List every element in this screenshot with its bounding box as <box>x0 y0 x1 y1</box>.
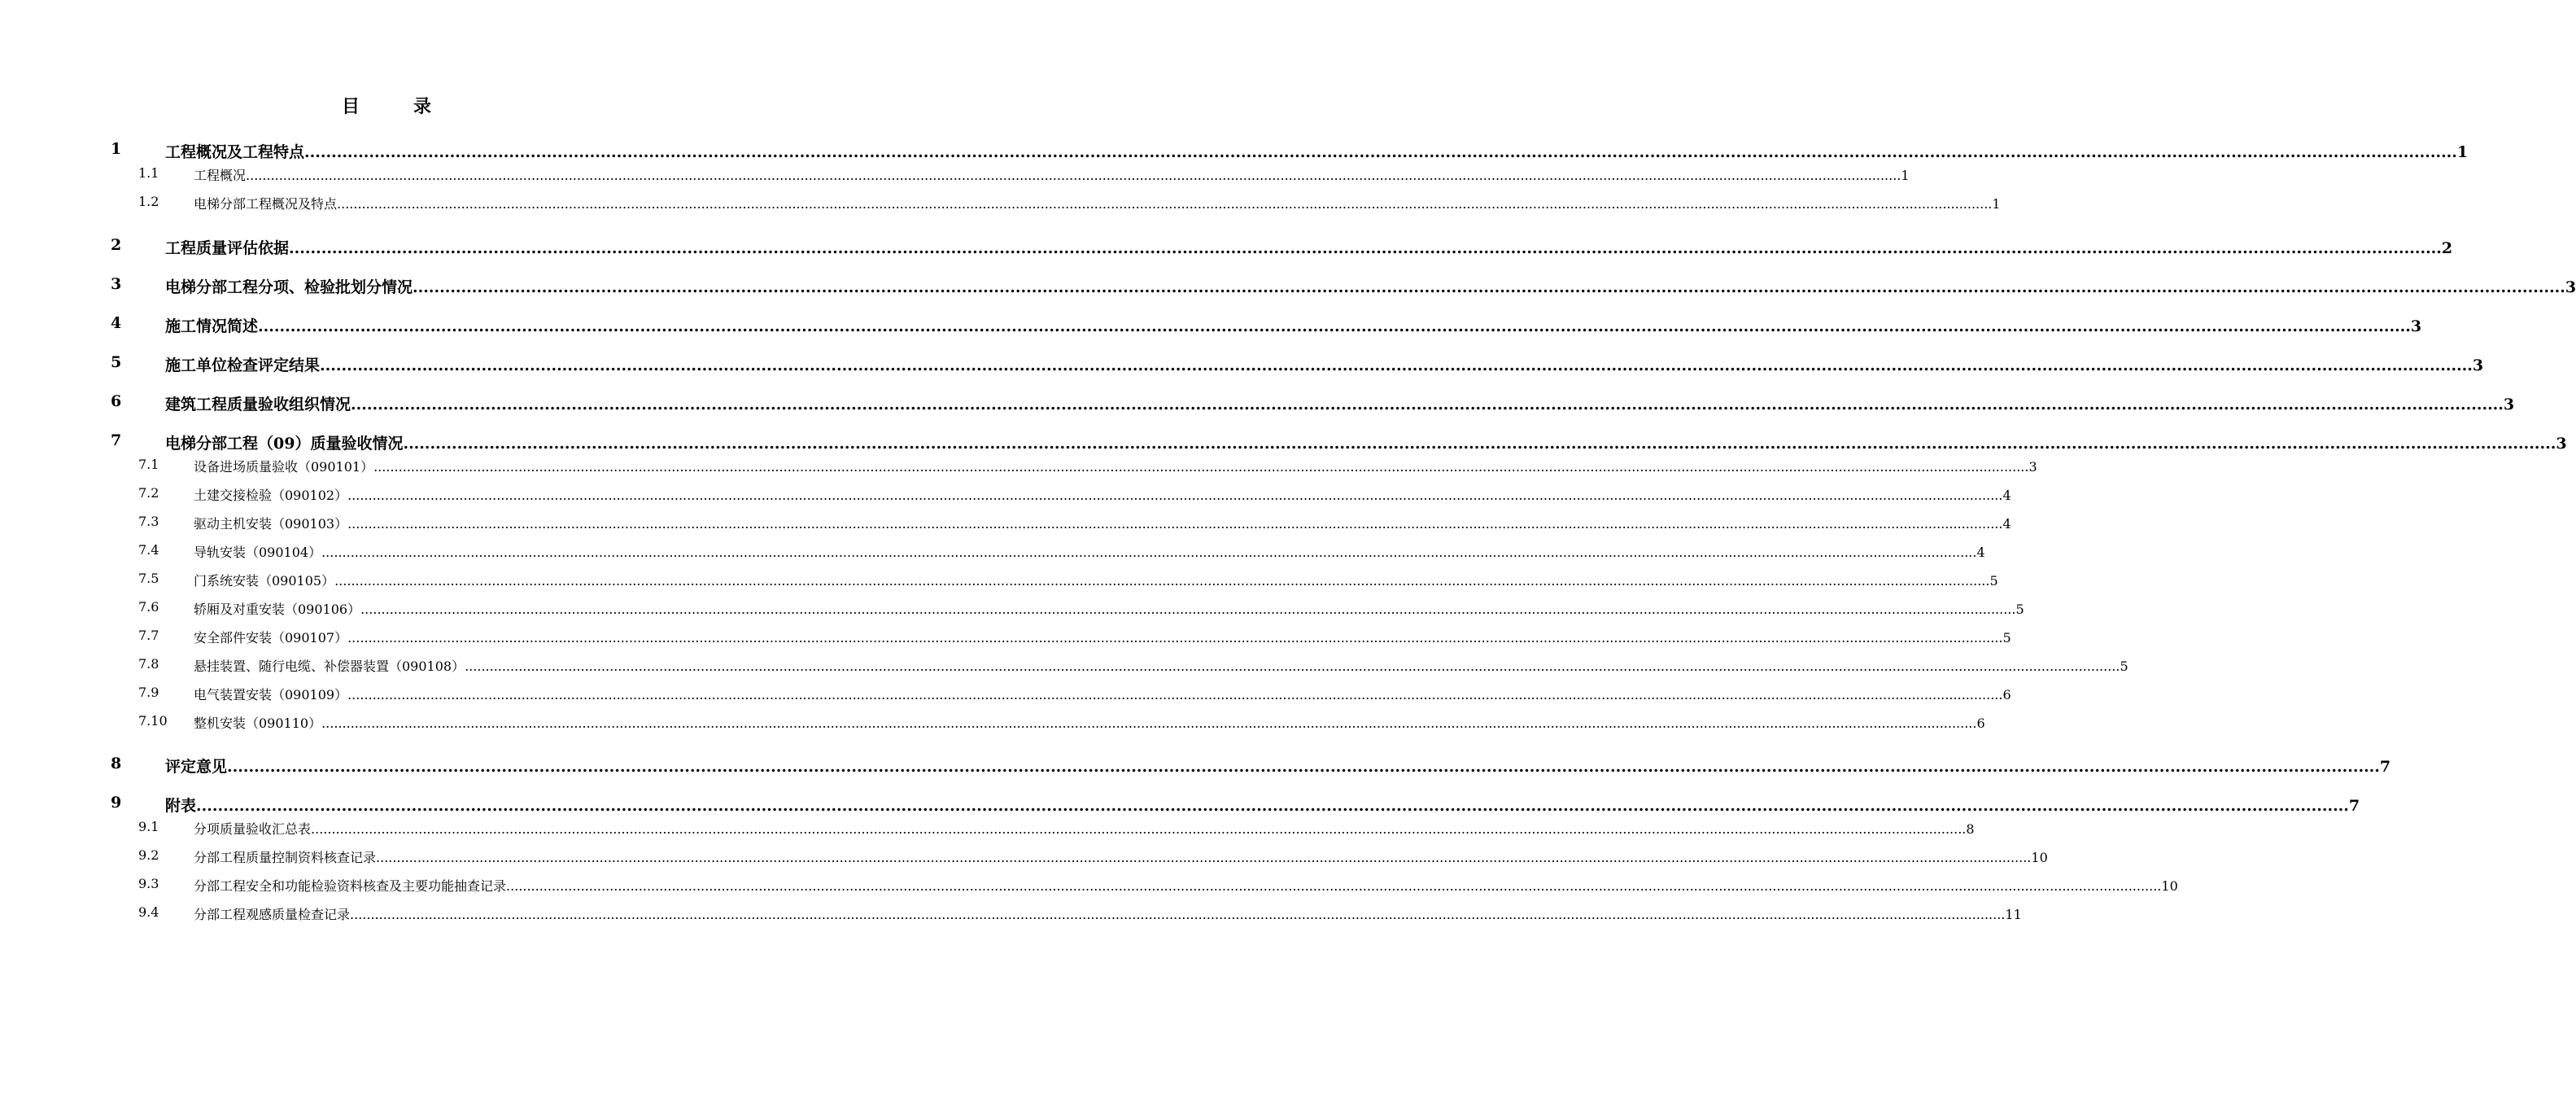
toc-leader-dots: ................................................................................................................................................................................................................................................................................................................................................................................................................ <box>373 459 2029 475</box>
toc-leader-dots: ................................................................................................................................................................................................................................................................................................................................................................................................................ <box>304 143 2457 161</box>
toc-leader-dots: ................................................................................................................................................................................................................................................................................................................................................................................................................ <box>351 396 2504 414</box>
toc-entry-text <box>194 713 1985 732</box>
toc-entry-page: 5 <box>2015 602 2024 617</box>
toc-entry[interactable] <box>0 794 2360 815</box>
toc-leader-dots: ................................................................................................................................................................................................................................................................................................................................................................................................................ <box>227 758 2380 776</box>
toc-subentry[interactable] <box>0 194 2001 212</box>
toc-entry-label: 导轨安装（090104） <box>194 545 322 560</box>
toc-entry-text <box>194 685 2011 703</box>
toc-entry-number: 2 <box>111 236 122 254</box>
toc-entry-number: 7.7 <box>138 628 159 643</box>
toc-entry-page: 7 <box>2348 797 2360 815</box>
toc-entry-text <box>165 236 2453 258</box>
toc-subentry[interactable] <box>0 628 2011 645</box>
toc-entry-label: 附表 <box>165 797 197 815</box>
toc-entry-page: 1 <box>1901 168 1910 183</box>
toc-entry-number: 9.2 <box>138 847 159 863</box>
toc-entry-number: 7.6 <box>138 599 159 615</box>
toc-entry-label: 工程质量评估依据 <box>165 239 290 257</box>
toc-leader-dots: ................................................................................................................................................................................................................................................................................................................................................................................................................ <box>403 435 2556 453</box>
toc-leader-dots: ................................................................................................................................................................................................................................................................................................................................................................................................................ <box>321 715 1977 731</box>
toc-leader-dots: ................................................................................................................................................................................................................................................................................................................................................................................................................ <box>246 168 1901 183</box>
toc-entry[interactable] <box>0 236 2453 257</box>
toc-entry-text <box>165 140 2469 162</box>
toc-entry-label: 电梯分部工程分项、检验批划分情况 <box>165 278 413 296</box>
toc-leader-dots: ................................................................................................................................................................................................................................................................................................................................................................................................................ <box>196 797 2349 815</box>
toc-subentry[interactable] <box>0 876 2178 894</box>
toc-entry-label: 安全部件安装（090107） <box>194 630 348 645</box>
toc-entry-text <box>165 353 2484 375</box>
toc-entry-label: 电梯分部工程概况及特点 <box>194 196 338 212</box>
toc-leader-dots: ................................................................................................................................................................................................................................................................................................................................................................................................................ <box>258 317 2411 335</box>
toc-entry-number: 7.10 <box>138 713 168 729</box>
toc-entry-page: 3 <box>2472 357 2484 374</box>
toc-entry[interactable] <box>0 314 2422 335</box>
toc-entry-text <box>165 794 2360 816</box>
toc-entry-text <box>194 514 2011 532</box>
toc-entry[interactable] <box>0 431 2567 453</box>
toc-leader-dots: ................................................................................................................................................................................................................................................................................................................................................................................................................ <box>321 545 1977 560</box>
toc-entry-text <box>194 571 1998 589</box>
toc-entry-number: 9.3 <box>138 876 159 891</box>
toc-entry-number: 9.4 <box>138 904 159 920</box>
toc-entry-text <box>165 314 2422 336</box>
toc-entry-number: 9.1 <box>138 819 159 834</box>
toc-subentry[interactable] <box>0 847 2048 865</box>
toc-entry-label: 整机安装（090110） <box>194 715 322 731</box>
toc-entry-label: 分部工程观感质量检查记录 <box>194 907 351 922</box>
toc-entry-number: 3 <box>111 275 122 293</box>
toc-entry-text <box>194 819 1975 838</box>
toc-subentry[interactable] <box>0 571 1998 589</box>
toc-entry-text <box>194 628 2011 646</box>
toc-entry-text <box>194 542 1985 561</box>
toc-entry-page: 10 <box>2031 850 2048 865</box>
toc-entry[interactable] <box>0 140 2469 161</box>
toc-entry-text <box>165 755 2391 777</box>
toc-entry-number: 6 <box>111 392 122 410</box>
toc-leader-dots: ................................................................................................................................................................................................................................................................................................................................................................................................................ <box>360 602 2016 617</box>
toc-entry-page: 3 <box>2503 396 2515 414</box>
toc-entry-page: 6 <box>2002 687 2011 702</box>
toc-leader-dots: ................................................................................................................................................................................................................................................................................................................................................................................................................ <box>465 659 2120 674</box>
toc-entry[interactable] <box>0 353 2484 374</box>
toc-subentry[interactable] <box>0 904 2022 922</box>
toc-entry-text <box>194 876 2178 895</box>
toc-subentry[interactable] <box>0 514 2011 532</box>
toc-entry-page: 10 <box>2161 878 2178 894</box>
toc-entry-number: 5 <box>111 353 122 371</box>
toc-entry-label: 门系统安装（090105） <box>194 573 335 589</box>
toc-entry-number: 7.1 <box>138 457 159 472</box>
toc-subentry[interactable] <box>0 542 1985 560</box>
toc-entry[interactable] <box>0 392 2515 414</box>
toc-entry-label: 电气装置安装（090109） <box>194 687 348 702</box>
toc-entry-text <box>165 275 2576 297</box>
title-right-char: 录 <box>413 96 432 117</box>
toc-entry-page: 3 <box>2556 435 2567 453</box>
title-left-char: 目 <box>341 96 360 117</box>
toc-subentry[interactable] <box>0 819 1975 837</box>
toc-subentry[interactable] <box>0 656 2128 674</box>
toc-entry-page: 5 <box>2002 630 2011 645</box>
toc-leader-dots: ................................................................................................................................................................................................................................................................................................................................................................................................................ <box>413 278 2565 296</box>
toc-entry-page: 1 <box>1992 196 2001 212</box>
toc-entry-number: 7.8 <box>138 656 159 672</box>
toc-entry-label: 分项质量验收汇总表 <box>194 821 312 837</box>
toc-entry-number: 8 <box>111 755 122 772</box>
toc-entry-label: 轿厢及对重安装（090106） <box>194 602 361 617</box>
toc-entry-number: 1.1 <box>138 165 159 181</box>
toc-entry-page: 3 <box>2565 278 2576 296</box>
toc-entry-page: 3 <box>2410 317 2422 335</box>
toc-entry-number: 7.4 <box>138 542 159 558</box>
toc-entry-number: 1 <box>111 140 122 158</box>
toc-leader-dots: ................................................................................................................................................................................................................................................................................................................................................................................................................ <box>347 630 2003 645</box>
toc-subentry[interactable] <box>0 457 2037 475</box>
toc-entry-text <box>194 904 2022 923</box>
toc-entry-label: 建筑工程质量验收组织情况 <box>165 396 351 414</box>
toc-subentry[interactable] <box>0 685 2011 702</box>
toc-entry-label: 悬挂装置、随行电缆、补偿器装置（090108） <box>194 659 465 674</box>
toc-entry-page: 4 <box>1976 545 1985 560</box>
toc-entry-label: 分部工程质量控制资料核查记录 <box>194 850 377 865</box>
toc-entry[interactable] <box>0 755 2391 776</box>
toc-entry-page: 4 <box>2002 516 2011 532</box>
toc-entry-number: 7.2 <box>138 485 159 501</box>
toc-entry-page: 7 <box>2379 758 2391 776</box>
toc-entry[interactable] <box>0 275 2576 296</box>
toc-entry-label: 工程概况及工程特点 <box>165 143 305 161</box>
toc-entry-text <box>194 599 2024 618</box>
toc-entry-label: 设备进场质量验收（090101） <box>194 459 374 475</box>
toc-entry-page: 8 <box>1966 821 1975 837</box>
toc-entry-page: 6 <box>1976 715 1985 731</box>
toc-entry-page: 1 <box>2456 143 2469 161</box>
toc-entry-page: 3 <box>2028 459 2037 475</box>
toc-entry-page: 2 <box>2441 239 2453 257</box>
toc-entry-number: 1.2 <box>138 194 159 209</box>
toc-leader-dots: ................................................................................................................................................................................................................................................................................................................................................................................................................ <box>347 687 2003 702</box>
toc-subentry[interactable] <box>0 713 1985 731</box>
toc-entry-label: 驱动主机安装（090103） <box>194 516 348 532</box>
toc-entry-number: 7.5 <box>138 571 159 586</box>
toc-entry-number: 7.9 <box>138 685 159 700</box>
toc-entry-label: 土建交接检验（090102） <box>194 488 348 503</box>
toc-entry-label: 工程概况 <box>194 168 247 183</box>
toc-leader-dots: ................................................................................................................................................................................................................................................................................................................................................................................................................ <box>334 573 1990 589</box>
toc-subentry[interactable] <box>0 599 2024 617</box>
toc-entry-text <box>194 485 2011 504</box>
toc-entry-text <box>194 194 2001 212</box>
toc-entry-number: 4 <box>111 314 122 332</box>
toc-subentry[interactable] <box>0 165 1910 183</box>
toc-leader-dots: ................................................................................................................................................................................................................................................................................................................................................................................................................ <box>350 907 2006 922</box>
toc-entry-text <box>194 656 2128 675</box>
toc-entry-page: 5 <box>2120 659 2128 674</box>
toc-entry-number: 9 <box>111 794 122 812</box>
toc-entry-number: 7 <box>111 431 122 449</box>
toc-entry-text <box>165 431 2567 453</box>
toc-entry-page: 5 <box>1989 573 1998 589</box>
toc-entry-label: 分部工程安全和功能检验资料核查及主要功能抽查记录 <box>194 878 507 894</box>
toc-leader-dots: ................................................................................................................................................................................................................................................................................................................................................................................................................ <box>320 357 2473 374</box>
toc-entry-label: 施工单位检查评定结果 <box>165 357 321 374</box>
toc-leader-dots: ................................................................................................................................................................................................................................................................................................................................................................................................................ <box>376 850 2032 865</box>
toc-leader-dots: ................................................................................................................................................................................................................................................................................................................................................................................................................ <box>347 488 2003 503</box>
toc-entry-text <box>194 165 1910 184</box>
toc-entry-text <box>194 847 2048 866</box>
toc-entry-label: 施工情况简述 <box>165 317 259 335</box>
toc-entry-label: 评定意见 <box>165 758 228 776</box>
toc-entry-text <box>194 457 2037 475</box>
toc-leader-dots: ................................................................................................................................................................................................................................................................................................................................................................................................................ <box>347 516 2003 532</box>
toc-subentry[interactable] <box>0 485 2011 503</box>
toc-leader-dots: ................................................................................................................................................................................................................................................................................................................................................................................................................ <box>506 878 2162 894</box>
toc-entry-text <box>165 392 2515 414</box>
toc-entry-page: 11 <box>2005 907 2022 922</box>
toc-leader-dots: ................................................................................................................................................................................................................................................................................................................................................................................................................ <box>337 196 1993 212</box>
toc-entry-page: 4 <box>2002 488 2011 503</box>
toc-leader-dots: ................................................................................................................................................................................................................................................................................................................................................................................................................ <box>289 239 2442 257</box>
toc-entry-number: 7.3 <box>138 514 159 529</box>
toc-leader-dots: ................................................................................................................................................................................................................................................................................................................................................................................................................ <box>311 821 1967 837</box>
toc-entry-label: 电梯分部工程（09）质量验收情况 <box>165 435 404 453</box>
page-title <box>0 93 773 118</box>
